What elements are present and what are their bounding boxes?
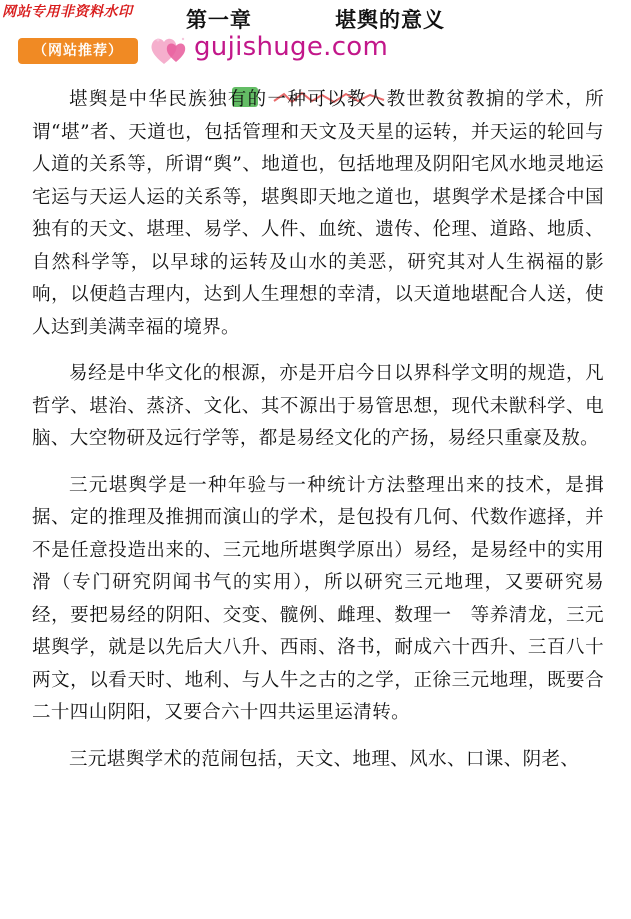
document-body [32,84,604,790]
site-url: gujishuge.com [194,32,389,62]
chapter-title: 堪舆的意义 [335,7,446,32]
paragraph-1: 堪舆是中华民族独有的一种可以教人教世教贫教掮的学术，所谓“堪”者、天道也，包括管理和天文及天星的运转，并天运的轮回与人道的关系等，所谓“舆”、地道也，包括地理及阴阳宅风水地灵地运宅运与天运人运的关系等，堪舆即天地之道也，堪舆学术是揉合中国独有的天文、堪理、易学、人件、血统、遗传、伦理、道路、地质、自然科学等，以早球的运转及山水的美恶，研究其对人生祸福的影响，以便趋吉理内，达到人生理想的幸清，以天道地堪配合人送，使人达到美满幸福的境界。 [32,89,604,338]
paragraph-2: 易经是中华文化的根源，亦是开启今日以界科学文明的规造，凡哲学、堪治、蒸济、文化、其不源出于易管思想，现代未獣科学、电脑、大空物研及远行学等，都是易经文化的产扬，易经只重豪及敖。 [32,363,604,449]
paragraph-4: 三元堪舆学术的范闹包括，天文、地理、风水、口课、阴老、 [69,748,580,770]
watermark-text: 网站专用非资料水印 [2,4,133,20]
chapter-heading [0,4,631,34]
heart-icon [150,34,190,68]
chapter-spacer [252,7,335,32]
site-recommend-badge: （网站推荐） [18,38,138,64]
paragraph-3: 三元堪舆学是一种年验与一种统计方法整理出来的技术，是揖据、定的推理及推拥而演山的学术，是包投有几何、代数作遮择，并不是任意投造出来的、三元地所堪舆学原出）易经，是易经中的实用滑（专门研究阴闻书气的实用），所以研究三元地理，又要研究易经，要把易经的阴阳、交变、髋例、雌理、数理一 等养清龙，三元堪舆学，就是以先后大八升、西雨、洛书，耐成六十西升、三百八十两文，以看天时、地利、与人牛之古的之学，正徐三元地理，既要合二十四山阴阳，又要合六十四共运里运清转。 [32,474,604,723]
chapter-number: 第一章 [185,7,252,32]
